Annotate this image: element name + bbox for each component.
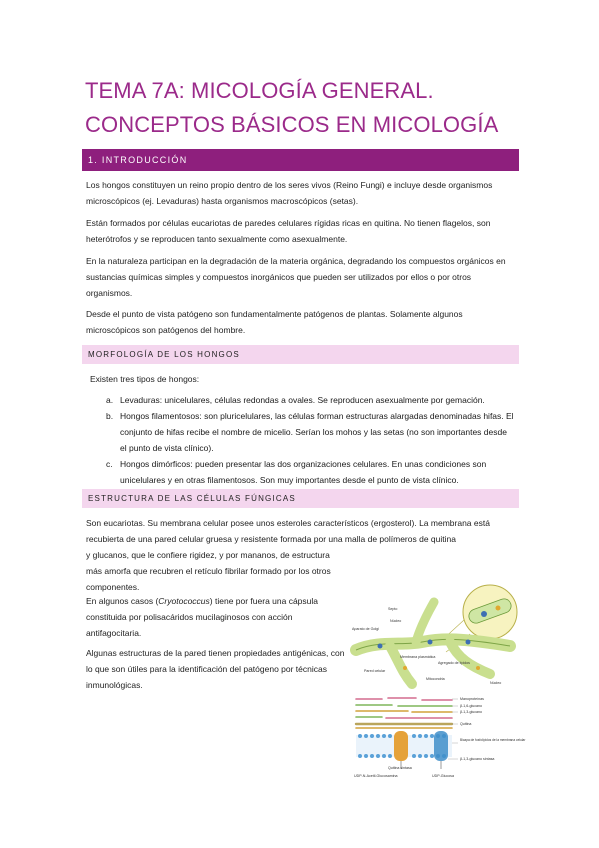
lipid-head	[358, 734, 362, 738]
figure-label: Pared celular	[364, 669, 386, 673]
figure-label: Quitina	[460, 722, 472, 726]
page-title-line-2: CONCEPTOS BÁSICOS EN MICOLOGÍA	[85, 112, 499, 137]
intro-paragraph-4: Desde el punto de vista patógeno son fundamentalmente patógenos de plantas. Solamente algunos microscópicos son patógenos del hombre.	[86, 309, 463, 335]
lipid-head	[430, 754, 434, 758]
nucleus-shape	[428, 640, 433, 645]
structure-paragraph-1-continued	[86, 547, 348, 595]
figure-label: Mitocondria	[426, 677, 445, 681]
figure-label: Septo	[388, 607, 398, 611]
nucleus-shape	[466, 640, 471, 645]
lipid-head	[370, 734, 374, 738]
organelle-shape	[496, 606, 501, 611]
lipid-head	[376, 734, 380, 738]
lipid-head	[382, 734, 386, 738]
species-name: Cryotococcus	[158, 596, 210, 606]
structure-paragraph-3: Algunas estructuras de la pared tienen propiedades antigénicas, con lo que son útiles para la identificación del patógeno por técnicas inmunológicas.	[86, 648, 345, 690]
structure-paragraph-2	[86, 593, 348, 641]
morphology-intro: Existen tres tipos de hongos:	[90, 374, 200, 384]
figure-label	[460, 738, 526, 742]
intro-paragraph-3: En la naturaleza participan en la degradación de la materia orgánica, degradando los compuestos orgánicos en sustancias químicas simples y compuestos inorgánicos que pueden ser utilizados por ellos o por otros organismos.	[86, 256, 506, 298]
structure-paragraph-1-part-b: estructura más amorfa que recubren el retículo fibrilar formado por los otros componentes.	[86, 550, 331, 592]
lipid-head	[388, 734, 392, 738]
lipid-head	[418, 734, 422, 738]
list-item-text: Levaduras: unicelulares, células redondas a ovales. Se reproducen asexualmente por gemación.	[120, 395, 485, 405]
list-marker: a.	[106, 395, 114, 405]
lipid-head	[424, 754, 428, 758]
list-marker: b.	[106, 411, 114, 421]
structure-paragraph-2-post: ) tiene por fuera una cápsula constituida por polisacáridos mucilaginosos con acción antifagocitaria.	[86, 596, 319, 638]
nucleus-shape	[481, 611, 487, 617]
lipid-head	[388, 754, 392, 758]
list-item	[90, 408, 515, 456]
figure-label: UDP-Glucosa	[432, 774, 454, 778]
structure-paragraph-1-part-a: y glucanos, que le confiere rigidez, y por mananos, de	[86, 550, 290, 560]
lipid-head	[412, 754, 416, 758]
morphology-list	[90, 392, 515, 488]
list-item-text: Hongos filamentosos: son pluricelulares, las células forman estructuras alargadas denominadas hifas. El conjunto de hifas recibe el nombre de micelio. Serían los mohos y las setas (no son importantes desde el punto de vista clínico).	[120, 411, 514, 453]
section-heading-introduccion: 1. INTRODUCCIÓN	[82, 149, 519, 171]
figure-label: Membrana plasmática	[400, 655, 436, 659]
list-item-text: Hongos dimórficos: pueden presentar las dos organizaciones celulares. En unas condiciones son unicelulares y en otras filamentosos. Son muy importantes desde el punto de vista clínico.	[120, 459, 487, 485]
page-title-line-1: TEMA 7A: MICOLOGÍA GENERAL.	[85, 78, 434, 103]
figure-label: β-1,6-glucano	[460, 704, 483, 708]
glucan-synthase-shape	[434, 731, 448, 761]
organelle-shape	[403, 666, 407, 670]
lipid-head	[382, 754, 386, 758]
intro-paragraph-2: Están formados por células eucariotas de paredes celulares rígidas ricas en quitina. No tienen flagelos, son heterótrofos y se reproducen tanto sexualmente como asexualmente.	[86, 218, 491, 244]
chitin-synthase-shape	[394, 731, 408, 761]
lipid-head	[376, 754, 380, 758]
figure-label: Quitina sintasa	[388, 766, 412, 770]
hypha-illustration	[350, 580, 518, 692]
figure-label-line: Bicapa de fosfolípidos de la membrana celular	[460, 738, 526, 742]
figure-label: UDP-N-Acetil-Glucosamina	[354, 774, 398, 778]
organelle-shape	[476, 666, 480, 670]
structure-paragraph-1: Son eucariotas. Su membrana celular posee unos esteroles característicos (ergosterol). La membrana está recubierta de una pared celular gruesa y resistente formada por una malla de polímeros de quitina	[86, 518, 490, 544]
figure-label: Agregado de lípidos	[438, 661, 470, 665]
lipid-head	[430, 734, 434, 738]
lipid-head	[364, 754, 368, 758]
structure-paragraph-2-pre: En algunos casos (	[86, 596, 159, 606]
section-heading-estructura: ESTRUCTURA DE LAS CÉLULAS FÚNGICAS	[82, 489, 519, 508]
list-marker: c.	[106, 459, 113, 469]
lipid-head	[418, 754, 422, 758]
lipid-head	[370, 754, 374, 758]
section-heading-morfologia: MORFOLOGÍA DE LOS HONGOS	[82, 345, 519, 364]
figure-label: Núcleo	[390, 619, 402, 623]
cell-wall-diagram	[352, 693, 526, 780]
lipid-head	[358, 754, 362, 758]
figure-label: Aparato de Golgi	[352, 627, 379, 631]
intro-paragraph-1: Los hongos constituyen un reino propio dentro de los seres vivos (Reino Fungi) e incluye desde organismos microscópicos (ej. Levaduras) hasta organismos macroscópicos (setas).	[86, 180, 493, 206]
lipid-head	[424, 734, 428, 738]
lipid-head	[412, 734, 416, 738]
figure-label: Manoproteínas	[460, 697, 484, 701]
nucleus-shape	[378, 644, 383, 649]
list-item	[90, 392, 515, 408]
figure-label: β-1,3-glucano sintasa	[460, 757, 495, 761]
list-item	[90, 456, 515, 488]
figure-label: β-1,3-glucano	[460, 710, 483, 714]
lipid-head	[364, 734, 368, 738]
figure-label: Núcleo	[490, 681, 502, 685]
